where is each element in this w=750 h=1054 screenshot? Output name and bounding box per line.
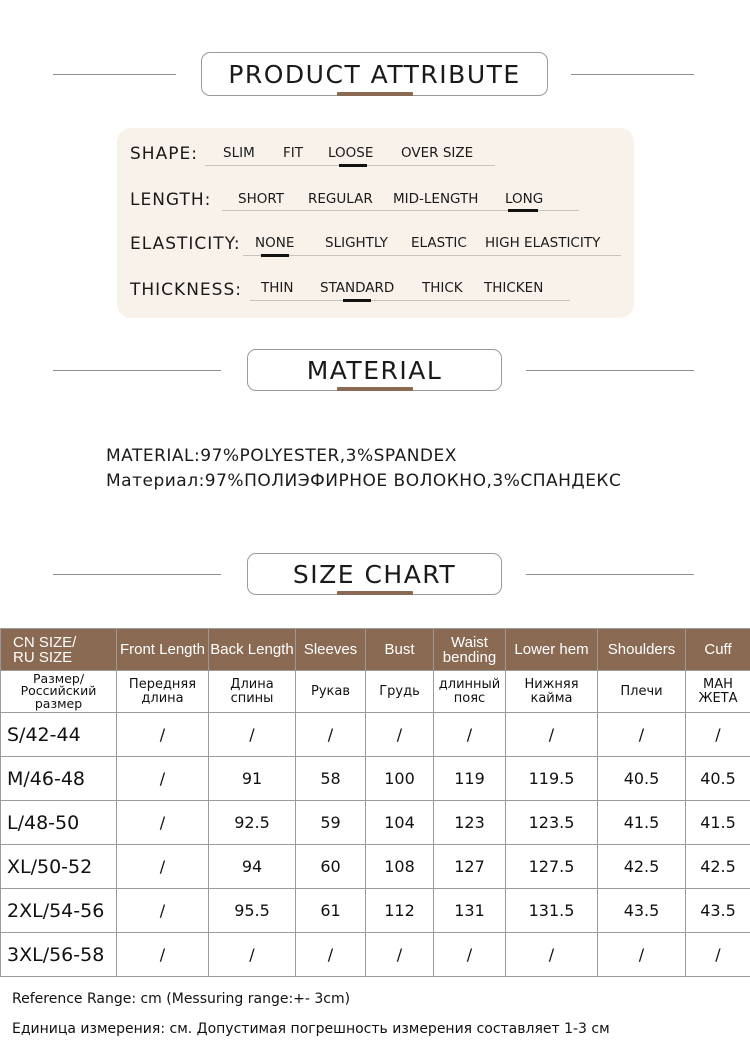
col-header-lower-hem: Lower hem bbox=[506, 629, 598, 671]
material-ru bbox=[106, 471, 621, 491]
cell-shoulders: 42.5 bbox=[598, 845, 686, 889]
attr-option-selected: NONE bbox=[255, 235, 295, 251]
attr-option-selected: LOOSE bbox=[328, 145, 374, 161]
section-title-text: SIZE CHART bbox=[292, 559, 457, 589]
cell-waist: 119 bbox=[434, 757, 506, 801]
attr-option: OVER SIZE bbox=[401, 145, 474, 161]
cell-shoulders: 41.5 bbox=[598, 801, 686, 845]
cell-back-length: 95.5 bbox=[209, 889, 296, 933]
cell-cuff: / bbox=[686, 713, 750, 757]
header-line-right bbox=[571, 74, 694, 75]
cell-lower-hem: 127.5 bbox=[506, 845, 598, 889]
header-line-right bbox=[526, 370, 694, 371]
section-title-text: MATERIAL bbox=[306, 355, 443, 385]
subheader-size: Размер/ Российский размер bbox=[1, 671, 117, 713]
cell-size: 2XL/54-56 bbox=[1, 889, 117, 933]
section-title-text: PRODUCT ATTRIBUTE bbox=[228, 59, 521, 89]
cell-size: L/48-50 bbox=[1, 801, 117, 845]
attr-option: MID-LENGTH bbox=[393, 191, 479, 207]
attr-option: HIGH ELASTICITY bbox=[485, 235, 601, 251]
subheader-lower-hem: Нижняя кайма bbox=[506, 671, 598, 713]
cell-sleeves: 59 bbox=[296, 801, 366, 845]
attr-option: SLIGHTLY bbox=[325, 235, 388, 251]
attr-selected-mark bbox=[261, 254, 289, 257]
header-line-left bbox=[53, 370, 221, 371]
cell-front-length: / bbox=[117, 889, 209, 933]
cell-sleeves: 60 bbox=[296, 845, 366, 889]
subheader-sleeves: Рукав bbox=[296, 671, 366, 713]
cell-lower-hem: / bbox=[506, 933, 598, 977]
attr-label-length: LENGTH: bbox=[130, 190, 212, 210]
cell-front-length: / bbox=[117, 713, 209, 757]
header-line-left bbox=[53, 574, 221, 575]
col-header-front-length: Front Length bbox=[117, 629, 209, 671]
size-chart-table bbox=[0, 628, 750, 977]
cell-cuff: 41.5 bbox=[686, 801, 750, 845]
cell-bust: 104 bbox=[366, 801, 434, 845]
table-row bbox=[1, 801, 750, 845]
cell-sleeves: 61 bbox=[296, 889, 366, 933]
cell-waist: / bbox=[434, 933, 506, 977]
subheader-back-length: Длина спины bbox=[209, 671, 296, 713]
col-header-bust: Bust bbox=[366, 629, 434, 671]
cell-cuff: 43.5 bbox=[686, 889, 750, 933]
cell-bust: 100 bbox=[366, 757, 434, 801]
cell-back-length: / bbox=[209, 933, 296, 977]
reference-range-en: Reference Range: cm (Messuring range:+- 3cm) bbox=[12, 991, 351, 1007]
material-en-value: 97%POLYESTER,3%SPANDEX bbox=[200, 446, 457, 466]
cell-lower-hem: 119.5 bbox=[506, 757, 598, 801]
table-row bbox=[1, 757, 750, 801]
cell-waist: 123 bbox=[434, 801, 506, 845]
cell-front-length: / bbox=[117, 757, 209, 801]
table-subheader-row bbox=[1, 671, 750, 713]
section-title-product-attribute bbox=[201, 52, 548, 96]
reference-range-ru: Единица измерения: см. Допустимая погрешность измерения составляет 1-3 см bbox=[12, 1021, 610, 1037]
subheader-waist: длинный пояс bbox=[434, 671, 506, 713]
cell-front-length: / bbox=[117, 933, 209, 977]
section-title-material bbox=[247, 349, 502, 391]
subheader-front-length: Передняя длина bbox=[117, 671, 209, 713]
material-en bbox=[106, 446, 457, 466]
size-rows bbox=[1, 713, 750, 977]
cell-waist: / bbox=[434, 713, 506, 757]
cell-cuff: 40.5 bbox=[686, 757, 750, 801]
attr-option: THICKEN bbox=[484, 280, 544, 296]
attr-label-shape: SHAPE: bbox=[130, 144, 198, 164]
cell-shoulders: / bbox=[598, 713, 686, 757]
table-row bbox=[1, 845, 750, 889]
attr-label-elasticity: ELASTICITY: bbox=[130, 234, 241, 254]
cell-cuff: 42.5 bbox=[686, 845, 750, 889]
attr-selected-mark bbox=[343, 299, 371, 302]
cell-bust: / bbox=[366, 713, 434, 757]
cell-back-length: / bbox=[209, 713, 296, 757]
attr-selected-mark bbox=[339, 164, 367, 167]
attr-option: FIT bbox=[283, 145, 303, 161]
table-row bbox=[1, 933, 750, 977]
attr-option: ELASTIC bbox=[411, 235, 467, 251]
cell-sleeves: / bbox=[296, 713, 366, 757]
cell-back-length: 91 bbox=[209, 757, 296, 801]
col-header-sleeves: Sleeves bbox=[296, 629, 366, 671]
attr-option-selected: LONG bbox=[505, 191, 544, 207]
col-header-waist: Waist bending bbox=[434, 629, 506, 671]
header-line-left bbox=[53, 74, 176, 75]
cell-shoulders: / bbox=[598, 933, 686, 977]
attr-option-selected: STANDARD bbox=[320, 280, 395, 296]
col-header-back-length: Back Length bbox=[209, 629, 296, 671]
attr-option: SHORT bbox=[238, 191, 284, 207]
col-header-shoulders: Shoulders bbox=[598, 629, 686, 671]
material-ru-value: 97%ПОЛИЭФИРНОЕ ВОЛОКНО,3%СПАНДЕКС bbox=[204, 471, 622, 491]
title-underline bbox=[337, 591, 413, 595]
cell-front-length: / bbox=[117, 801, 209, 845]
subheader-bust: Грудь bbox=[366, 671, 434, 713]
section-title-size-chart bbox=[247, 553, 502, 595]
cell-size: XL/50-52 bbox=[1, 845, 117, 889]
cell-waist: 131 bbox=[434, 889, 506, 933]
cell-bust: / bbox=[366, 933, 434, 977]
cell-cuff: / bbox=[686, 933, 750, 977]
col-header-cuff: Cuff bbox=[686, 629, 750, 671]
subheader-shoulders: Плечи bbox=[598, 671, 686, 713]
cell-shoulders: 43.5 bbox=[598, 889, 686, 933]
title-underline bbox=[337, 92, 413, 96]
cell-lower-hem: 123.5 bbox=[506, 801, 598, 845]
table-header-row bbox=[1, 629, 750, 671]
cell-size: 3XL/56-58 bbox=[1, 933, 117, 977]
cell-waist: 127 bbox=[434, 845, 506, 889]
cell-size: M/46-48 bbox=[1, 757, 117, 801]
cell-lower-hem: / bbox=[506, 713, 598, 757]
cell-bust: 112 bbox=[366, 889, 434, 933]
cell-back-length: 94 bbox=[209, 845, 296, 889]
header-line-right bbox=[526, 574, 694, 575]
attr-rule bbox=[243, 255, 621, 256]
cell-lower-hem: 131.5 bbox=[506, 889, 598, 933]
cell-size: S/42-44 bbox=[1, 713, 117, 757]
cell-shoulders: 40.5 bbox=[598, 757, 686, 801]
cell-bust: 108 bbox=[366, 845, 434, 889]
attr-option: THIN bbox=[261, 280, 294, 296]
attr-option: THICK bbox=[422, 280, 463, 296]
attr-option: REGULAR bbox=[308, 191, 373, 207]
cell-front-length: / bbox=[117, 845, 209, 889]
table-row bbox=[1, 713, 750, 757]
cell-back-length: 92.5 bbox=[209, 801, 296, 845]
attr-rule bbox=[250, 300, 570, 301]
attr-label-thickness: THICKNESS: bbox=[130, 280, 242, 300]
subheader-cuff: МАН ЖЕТА bbox=[686, 671, 750, 713]
material-en-label: MATERIAL: bbox=[106, 446, 201, 466]
cell-sleeves: / bbox=[296, 933, 366, 977]
title-underline bbox=[337, 387, 413, 391]
cell-sleeves: 58 bbox=[296, 757, 366, 801]
attr-selected-mark bbox=[508, 209, 538, 212]
col-header-size: CN SIZE/ RU SIZE bbox=[1, 629, 117, 671]
material-ru-label: Материал: bbox=[106, 471, 205, 491]
attr-option: SLIM bbox=[223, 145, 255, 161]
table-row bbox=[1, 889, 750, 933]
